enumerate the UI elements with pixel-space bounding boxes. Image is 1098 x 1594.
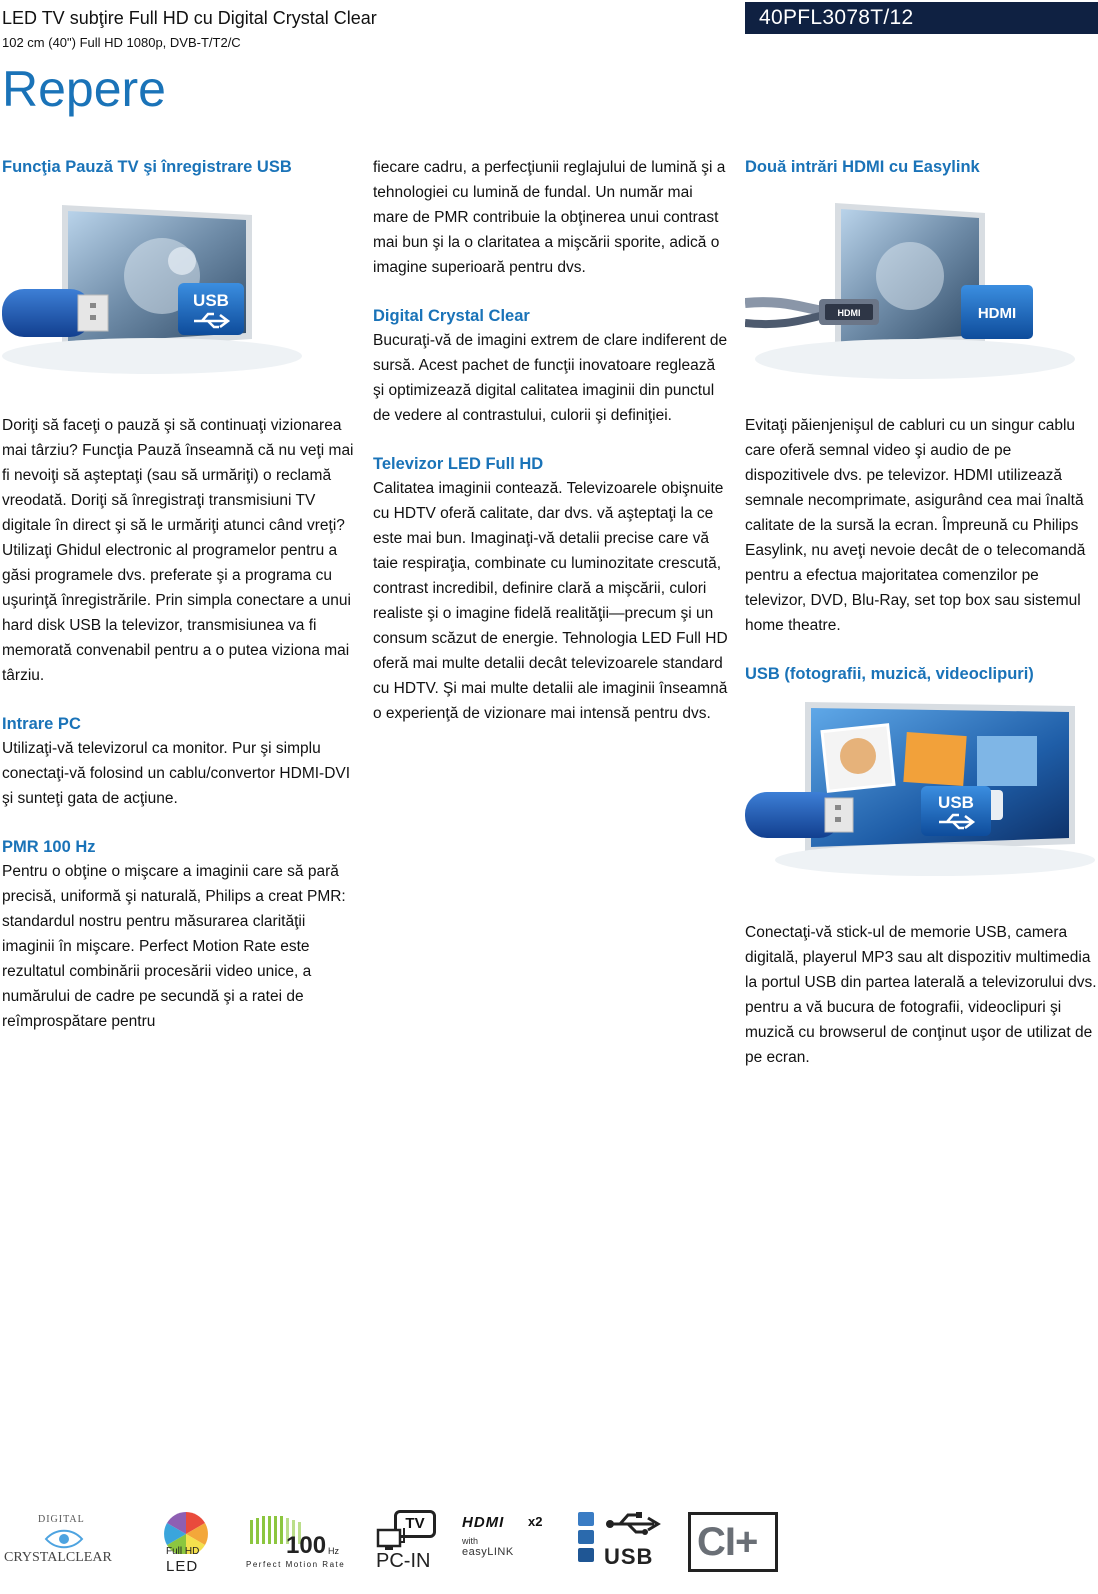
tv-usb-illustration — [2, 191, 352, 391]
media-icons — [576, 1510, 598, 1570]
full-hd-led-logo: Full HD LED — [158, 1510, 214, 1590]
product-title: LED TV subţire Full HD cu Digital Crystal Clear — [2, 8, 377, 28]
section-title-full-hd-led: Televizor LED Full HD — [373, 455, 544, 473]
column-right — [745, 155, 1097, 1070]
product-subtitle: 102 cm (40") Full HD 1080p, DVB-T/T2/C — [2, 35, 241, 50]
section-title-pc-input: Intrare PC — [2, 715, 81, 733]
usb-multimedia-body: Conectaţi-vă stick-ul de memorie USB, camera digitală, playerul MP3 sau alt dispozitiv multimedia la portul USB din partea laterală a televizorului dvs. pentru a vă bucura de fotografii, videoclipuri şi muzică cu browserul de conţinut uşor de utilizat de pe ecran. — [745, 924, 1097, 1066]
ci-plus-logo: CI+ — [688, 1512, 778, 1572]
section-title-hdmi: Două intrări HDMI cu Easylink — [745, 158, 980, 176]
pc-input-body: Utilizaţi-vă televizorul ca monitor. Pur şi simplu conectaţi-vă folosind un cablu/convertor HDMI-DVI şi sunteţi gata de acţiune. — [2, 740, 351, 807]
eye-icon — [44, 1528, 84, 1550]
page-title: Repere — [2, 61, 166, 117]
usb-multimedia-image — [745, 694, 1095, 894]
svg-text:HDMI: HDMI — [837, 308, 861, 318]
hdmi-easylink-logo: HDMI x2 with easyLINK — [462, 1514, 543, 1558]
column-middle — [373, 155, 728, 726]
tv-hdmi-illustration — [745, 191, 1095, 391]
hdmi-badge-text: HDMI — [977, 305, 1017, 322]
section-title-usb-multimedia: USB (fotografii, muzică, videoclipuri) — [745, 665, 1034, 683]
usb-recording-image — [2, 191, 352, 391]
usb-badge-text: USB — [193, 291, 229, 310]
tv-icon: TV — [394, 1510, 436, 1538]
digital-crystal-clear-logo: DIGITAL CRYSTALCLEAR — [4, 1514, 112, 1565]
hdmi-body: Evitaţi păienjenişul de cabluri cu un singur cablu care oferă semnal video şi audio de pe dispozitivele dvs. pe televizor. HDMI utilizează semnale necomprimate, asigurând cea mai înaltă calitate de la sursă la ecran. Împreună cu Philips Easylink, nu aveţi nevoie decât de o telecomandă pentru a efectua majoritatea comenzilor pe televizor, DVD, Blu-Ray, set top box sau sistemul home theatre. — [745, 417, 1086, 634]
feature-logos — [0, 1510, 1098, 1590]
model-badge: 40PFL3078T/12 — [745, 2, 1098, 34]
usb-logo: USB — [576, 1510, 668, 1590]
column-left — [2, 155, 354, 1034]
section-title-digital-crystal-clear: Digital Crystal Clear — [373, 307, 530, 325]
pause-tv-body: Doriţi să faceţi o pauză şi să continuaţi vizionarea mai târziu? Funcţia Pauză înseamnă că nu veţi mai fi nevoiţi să aşteptaţi (sau să urmăriţi) o reclamă vreodată. Doriţi să înregistraţi transmisiuni TV digitale în direct şi să le urmăriţi atunci când vreţi? Utilizaţi Ghidul electronic al programelor pentru a găsi programele dvs. preferate şi a programa cu uşurinţă înregistrările. Prin simpla conectare a unui hard disk USB la televizor, transmisiunea va fi memorată convenabil pentru a o putea viziona mai târziu. — [2, 417, 354, 684]
pmr-logo: 100 Hz Perfect Motion Rate — [246, 1514, 346, 1590]
section-title-pause-tv: Funcţia Pauză TV şi înregistrare USB — [2, 158, 292, 176]
pmr-body: Pentru o obţine o mişcare a imaginii care să pară precisă, uniformă şi naturală, Philips a creat PMR: standardul nostru pentru măsurarea clarităţii imaginii în mişcare. Perfect Motion Rate este rezultatul combinării procesării video unice, a numărului de cadre pe secundă şi a ratei de reîmprospătare pentru — [2, 863, 346, 1030]
hdmi-image — [745, 191, 1095, 391]
usb-symbol-icon — [604, 1510, 668, 1538]
full-hd-led-body: Calitatea imaginii contează. Televizoarele obişnuite cu HDTV oferă calitate, dar dvs. vă aşteptaţi la ce este mai bun. Imaginaţi-vă detalii precise care vă taie respiraţia, combinate cu luminozitate crescută, contrast incredibil, definire clară a mişcării, culori realiste şi o imagine fidelă realităţii—precum şi un consum scăzut de energie. Tehnologia LED Full HD oferă mai multe detalii decât televizoarele standard cu HDTV. Şi mai multe detalii ale imaginii înseamnă o experienţă de vizionare mai intensă pentru dvs. — [373, 480, 728, 722]
section-title-pmr: PMR 100 Hz — [2, 838, 96, 856]
digital-crystal-clear-body: Bucuraţi-vă de imagini extrem de clare indiferent de sursă. Acest pachet de funcţii inovatoare reglează şi optimizează digital calitatea imaginii din punctul de vedere al contrastului, culorii şi definiţiei. — [373, 332, 728, 424]
pmr-body-continued: fiecare cadru, a perfecţiunii reglajului de lumină şi a tehnologiei cu lumină de fundal. Un număr mai mare de PMR contribuie la obţinerea unui contrast mai bun şi la o claritatea a mişcării sporite, adică o imagine superioară pentru dvs. — [373, 159, 726, 276]
pc-in-logo: TV PC-IN — [376, 1510, 442, 1590]
usb-badge-text-2: USB — [938, 793, 974, 812]
tv-multimedia-illustration — [745, 694, 1095, 894]
